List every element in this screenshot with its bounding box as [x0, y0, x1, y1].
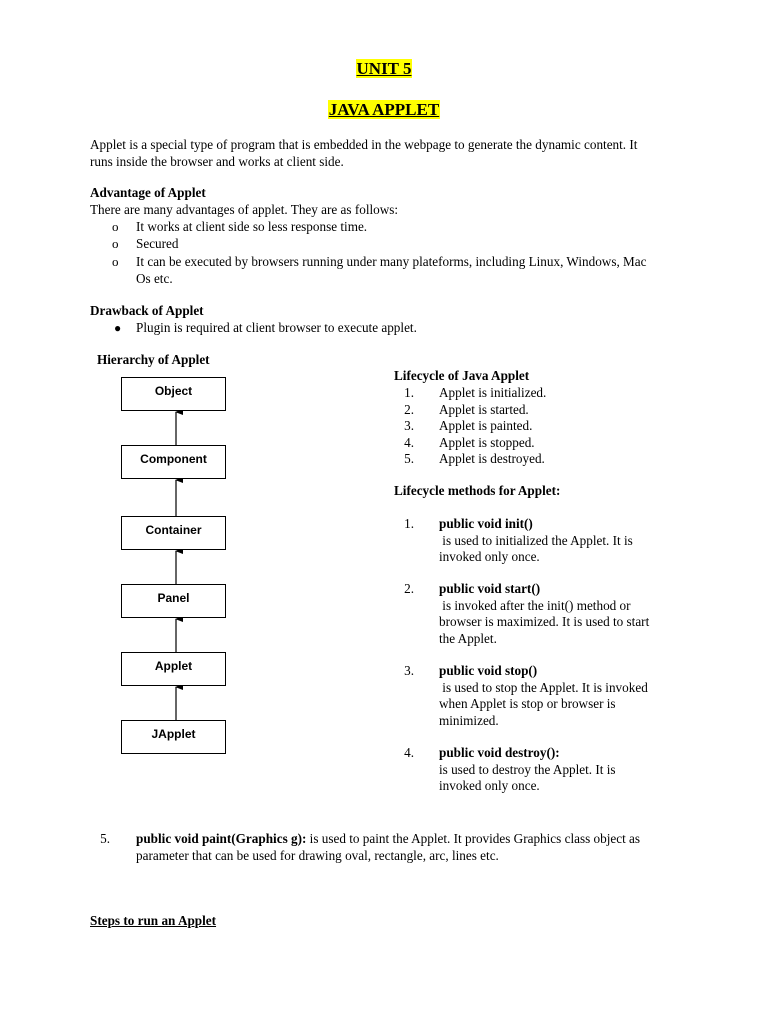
bullet-circle: o: [112, 236, 119, 251]
advantages-heading: Advantage of Applet: [90, 185, 206, 200]
hierarchy-node-applet: Applet: [121, 652, 226, 686]
lifecycle-step: 2. Applet is started.: [404, 401, 529, 417]
lifecycle-list: [394, 385, 694, 468]
advantage-item: Secured: [136, 236, 179, 251]
lifecycle-step: 3. Applet is painted.: [404, 418, 533, 433]
method-name: public void init(): [439, 516, 533, 531]
method-destroy: 4. public void destroy(): is used to destroy the Applet. It is invoked only once.: [394, 745, 694, 795]
method-start: 2. public void start() is invoked after the init() method or browser is maximized. It is used to start the Applet.: [394, 581, 694, 647]
method-name: public void stop(): [439, 663, 538, 678]
bullet-circle: o: [112, 219, 119, 234]
hierarchy-node-japplet: JApplet: [121, 720, 226, 754]
drawbacks-heading: Drawback of Applet: [90, 303, 204, 318]
hierarchy-node-panel: Panel: [121, 584, 226, 618]
methods-heading: Lifecycle methods for Applet:: [394, 483, 561, 498]
lifecycle-heading: Lifecycle of Java Applet: [394, 368, 530, 383]
drawback-item: Plugin is required at client browser to execute applet.: [136, 320, 417, 335]
method-name: public void start(): [439, 581, 541, 596]
steps-heading: Steps to run an Applet: [90, 913, 217, 928]
intro-line-2: runs inside the browser and works at client side.: [90, 153, 344, 169]
method-stop: 3. public void stop() is used to stop the Applet. It is invoked when Applet is stop or browser is minimized.: [394, 663, 694, 729]
intro-line-1: Applet is a special type of program that is embedded in the webpage to generate the dynamic content. It: [90, 137, 638, 152]
hierarchy-node-component: Component: [121, 445, 226, 479]
advantage-item-continued: Os etc.: [136, 271, 173, 286]
hierarchy-node-container: Container: [121, 516, 226, 550]
hierarchy-node-object: Object: [121, 377, 226, 411]
method-name: public void paint(Graphics g):: [136, 831, 307, 846]
method-paint: 5. public void paint(Graphics g): is used to paint the Applet. It provides Graphics class object as parameter that can be used for drawing oval, rectangle, arc, lines etc.: [100, 831, 641, 863]
bullet-circle: o: [112, 254, 119, 269]
method-init: 1. public void init() is used to initialized the Applet. It is invoked only once.: [394, 516, 694, 566]
unit-title: UNIT 5: [356, 59, 412, 78]
advantage-item: It works at client side so less response time.: [136, 219, 368, 234]
lifecycle-step: 4. Applet is stopped.: [404, 434, 535, 450]
bullet-dot: ●: [114, 321, 122, 335]
lifecycle-step: 5. Applet is destroyed.: [404, 451, 545, 466]
lifecycle-step: 1. Applet is initialized.: [404, 385, 547, 400]
advantages-lead: There are many advantages of applet. They are as follows:: [90, 202, 399, 217]
hierarchy-heading: Hierarchy of Applet: [97, 352, 210, 367]
page-title: JAVA APPLET: [328, 100, 440, 119]
advantage-item: It can be executed by browsers running under many plateforms, including Linux, Windows, Mac: [136, 254, 647, 269]
method-name: public void destroy():: [439, 745, 560, 760]
